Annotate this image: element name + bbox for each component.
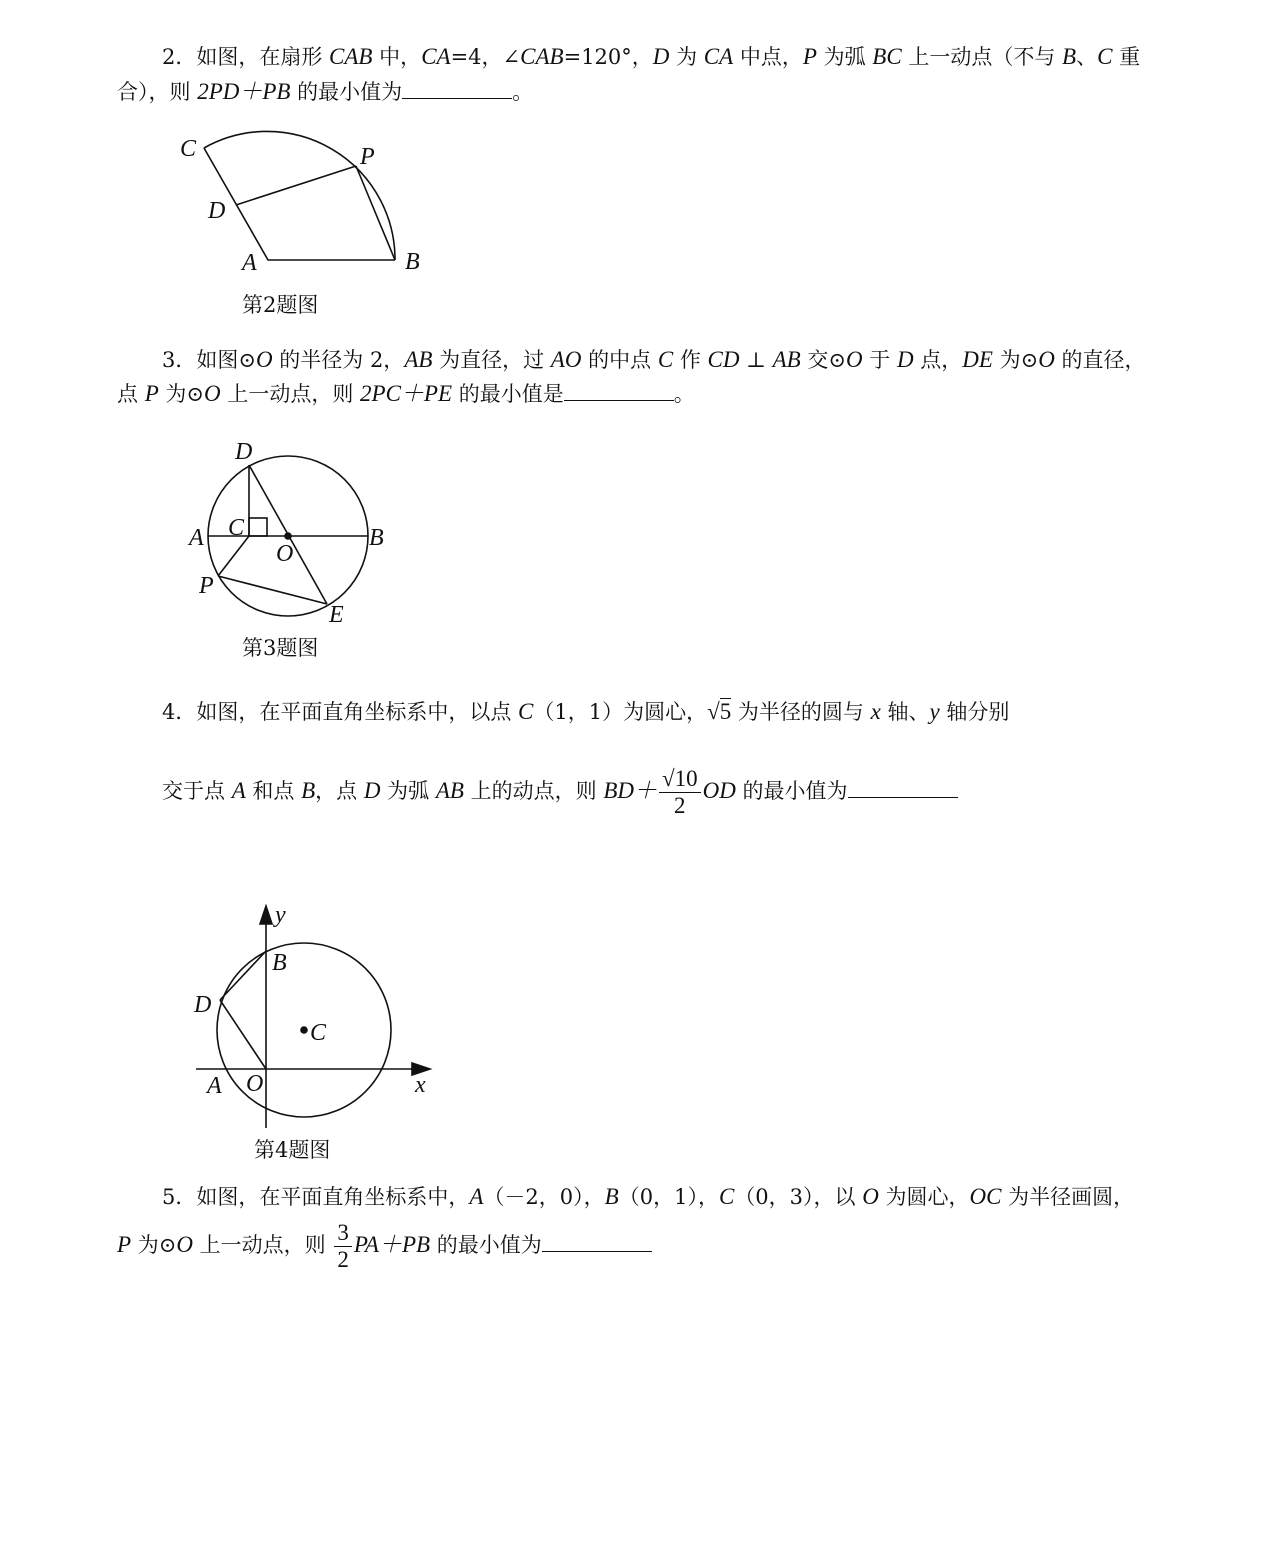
- math-text: B: [301, 778, 316, 803]
- text-run: 的最小值为: [735, 779, 848, 803]
- fig4-label-o: O: [246, 1071, 264, 1097]
- math-text: y: [929, 699, 940, 724]
- math-text: AB: [772, 347, 801, 372]
- math-text: AO: [550, 347, 582, 372]
- text-run: 3．如图⊙: [162, 348, 256, 372]
- text-run: 为⊙: [992, 348, 1039, 372]
- text-run: 的直径，: [1054, 348, 1146, 372]
- math-text: O: [862, 1184, 879, 1209]
- text-run: 。: [673, 382, 695, 406]
- text-run: （0，3），以: [734, 1185, 863, 1209]
- segment-db: [220, 951, 266, 1000]
- text-run: （0，1），: [618, 1185, 719, 1209]
- math-text: P: [802, 44, 817, 69]
- math-text: D: [896, 347, 914, 372]
- sqrt-expression: √5: [707, 699, 732, 724]
- right-angle-mark: [249, 518, 267, 536]
- fig3-label-p: P: [199, 573, 214, 599]
- text-run: 5．如图，在平面直角坐标系中，: [162, 1185, 470, 1209]
- math-text: 2PD＋PB: [197, 79, 291, 104]
- problem-3-line-1: [162, 346, 1146, 374]
- fig2-label-d: D: [208, 198, 226, 224]
- fig2-label-a: A: [242, 250, 257, 276]
- answer-blank: [564, 380, 674, 401]
- math-text: A: [469, 1184, 484, 1209]
- fig4-label-y: y: [275, 902, 286, 928]
- text-run: 的半径为 2，: [272, 348, 405, 372]
- math-text: O: [1038, 347, 1055, 372]
- text-run: 。: [512, 80, 534, 104]
- fig2-caption: 第2题图: [242, 293, 319, 317]
- text-run: 交于点: [162, 779, 232, 803]
- segment-pb: [356, 166, 395, 260]
- fig4-caption: 第4题图: [254, 1138, 331, 1162]
- math-text: BC: [872, 44, 902, 69]
- math-text: D: [363, 778, 381, 803]
- text-run: 上的动点，则: [463, 779, 604, 803]
- math-text: O: [255, 347, 273, 372]
- text-run: ，点: [315, 779, 364, 803]
- problem-5-line-2: [117, 1220, 652, 1273]
- math-text: OD: [702, 778, 736, 803]
- fig3-caption: 第3题图: [242, 636, 319, 660]
- fraction: $\frac{3}{2}$: [334, 1220, 352, 1273]
- text-run: 2．如图，在扇形: [162, 45, 330, 69]
- math-text: PA＋PB: [353, 1232, 431, 1257]
- fig4-label-b: B: [272, 950, 287, 976]
- segment-pc: [218, 536, 249, 576]
- text-run: 的最小值为: [290, 80, 403, 104]
- text-run: （－2，0），: [483, 1185, 605, 1209]
- text-run: 轴分别: [939, 700, 1010, 724]
- center-o-dot: [285, 533, 291, 539]
- text-run: 点，: [913, 348, 963, 372]
- text-run: 轴、: [880, 700, 930, 724]
- problem-3-line-2: [117, 380, 695, 408]
- problem-4-line-1: [162, 698, 1009, 726]
- math-text: CA: [703, 44, 734, 69]
- fig3-label-e: E: [329, 602, 344, 628]
- math-text: P: [117, 1232, 132, 1257]
- answer-blank: [542, 1231, 652, 1252]
- math-text: CAB: [329, 44, 373, 69]
- text-run: 上一动点，则: [220, 382, 361, 406]
- text-run: 中点，: [733, 45, 803, 69]
- text-run: 的最小值是: [452, 382, 564, 406]
- fig3-label-o: O: [276, 541, 294, 567]
- math-text: C: [1097, 44, 1113, 69]
- math-text: CD: [707, 347, 740, 372]
- figure-4: [196, 906, 430, 1128]
- segment-dp: [236, 166, 356, 205]
- fig4-label-a: A: [207, 1073, 222, 1099]
- math-text: CA: [421, 44, 451, 69]
- text-run: 为⊙: [158, 382, 205, 406]
- problem-5-line-1: [162, 1183, 1134, 1211]
- math-text: A: [231, 778, 246, 803]
- fig4-label-x: x: [415, 1072, 426, 1098]
- text-run: 4．如图，在平面直角坐标系中，以点: [162, 700, 519, 724]
- math-text: OC: [969, 1184, 1002, 1209]
- text-run: 为: [669, 45, 704, 69]
- fig3-label-c: C: [228, 515, 245, 541]
- text-run: 为半径的圆与: [731, 700, 871, 724]
- text-run: 为弧: [816, 45, 873, 69]
- text-run: （1，1）为圆心，: [533, 700, 708, 724]
- segment-pe: [218, 576, 327, 604]
- math-text: D: [652, 44, 670, 69]
- text-run: 交⊙: [800, 348, 846, 372]
- text-run: 为⊙: [131, 1233, 177, 1257]
- math-text: x: [870, 699, 881, 724]
- math-text: BD＋: [603, 778, 657, 803]
- text-run: 重: [1112, 45, 1141, 69]
- math-text: B: [604, 1184, 619, 1209]
- math-text: CAB: [520, 44, 564, 69]
- text-run: 于: [862, 348, 897, 372]
- fig3-label-a: A: [189, 525, 204, 551]
- text-run: 为半径画圆，: [1001, 1185, 1135, 1209]
- text-run: 为弧: [380, 779, 436, 803]
- text-run: 上一动点，则: [192, 1233, 333, 1257]
- text-run: 的最小值为: [430, 1233, 542, 1257]
- math-text: O: [176, 1232, 193, 1257]
- text-run: 、: [1076, 45, 1098, 69]
- text-run: 为直径，过: [432, 348, 551, 372]
- fraction: $\frac{√10}{2}$: [659, 766, 701, 819]
- text-run: 中，: [372, 45, 422, 69]
- math-text: C: [518, 699, 534, 724]
- text-run: 合），则: [117, 80, 198, 104]
- text-run: 作: [673, 348, 708, 372]
- math-text: O: [204, 381, 221, 406]
- fig2-label-p: P: [360, 144, 375, 170]
- math-text: DE: [962, 347, 993, 372]
- math-text: AB: [404, 347, 433, 372]
- center-c-dot: [301, 1027, 307, 1033]
- math-text: 2PC＋PE: [360, 381, 453, 406]
- text-run: 上一动点（不与: [901, 45, 1063, 69]
- math-text: C: [718, 1184, 735, 1209]
- text-run: 为圆心，: [878, 1185, 970, 1209]
- segment-do: [220, 1000, 266, 1069]
- fig2-label-c: C: [180, 136, 197, 162]
- text-run: =4，∠: [450, 45, 521, 69]
- fig4-label-d: D: [194, 992, 212, 1018]
- text-run: 和点: [245, 779, 302, 803]
- answer-blank: [848, 777, 958, 798]
- fig4-label-c: C: [310, 1020, 327, 1046]
- text-run: ⊥: [739, 348, 773, 372]
- fig3-label-b: B: [369, 525, 384, 551]
- math-text: AB: [435, 778, 464, 803]
- math-text: C: [657, 347, 674, 372]
- text-run: 的中点: [581, 348, 658, 372]
- fig3-label-d: D: [235, 439, 253, 465]
- math-text: P: [144, 381, 159, 406]
- problem-4-line-2: [162, 766, 958, 819]
- y-axis-arrow: [260, 906, 272, 924]
- fig2-label-b: B: [405, 249, 420, 275]
- text-run: =120°，: [563, 45, 653, 69]
- math-text: O: [845, 347, 863, 372]
- text-run: 点: [117, 382, 145, 406]
- math-text: B: [1062, 44, 1077, 69]
